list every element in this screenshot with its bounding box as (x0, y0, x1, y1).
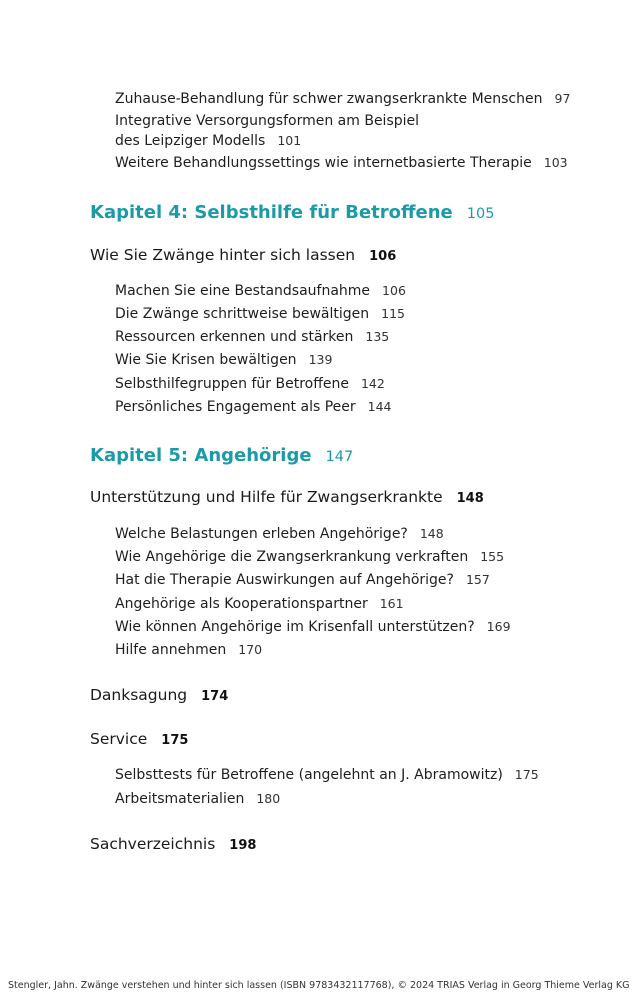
chapter-title: Kapitel 4: Selbsthilfe für Betroffene (90, 202, 453, 223)
toc-entry-title: Selbsthilfegruppen für Betroffene (115, 376, 349, 392)
toc-entry[interactable] (115, 615, 511, 639)
toc-entry-title: Zuhause-Behandlung für schwer zwangserkrankte Menschen (115, 91, 543, 107)
toc-entry-title: Machen Sie eine Bestandsaufnahme (115, 283, 371, 299)
toc-entry[interactable] (115, 348, 332, 372)
section-page: 198 (229, 838, 257, 853)
toc-entry-page: 148 (419, 526, 444, 541)
toc-entry[interactable] (115, 279, 406, 303)
toc-entry-title: Wie Sie Krisen bewältigen (115, 352, 297, 368)
toc-entry-continuation[interactable] (115, 129, 301, 153)
toc-entry-page: 170 (238, 642, 263, 657)
toc-entry[interactable] (115, 592, 404, 616)
toc-entry-page: 157 (465, 572, 490, 587)
section-title: Unterstützung und Hilfe für Zwangserkrankte (90, 488, 443, 506)
toc-entry[interactable] (115, 522, 444, 546)
toc-entry-title: Wie können Angehörige im Krisenfall unterstützen? (115, 619, 475, 635)
toc-entry-title: Persönliches Engagement als Peer (115, 399, 356, 415)
toc-entry-title: Welche Belastungen erleben Angehörige? (115, 526, 408, 542)
chapter-page: 105 (466, 206, 495, 222)
section-heading[interactable] (90, 488, 484, 506)
toc-entry-page: 97 (554, 91, 571, 106)
section-page: 148 (456, 491, 484, 506)
toc-entry[interactable] (115, 787, 280, 811)
toc-entry-page: 135 (365, 329, 390, 344)
toc-entry-title: Selbsttests für Betroffene (angelehnt an J. Abramowitz) (115, 767, 503, 783)
toc-entry[interactable] (115, 395, 392, 419)
toc-entry-page: 103 (543, 155, 568, 170)
toc-entry-title: Angehörige als Kooperationspartner (115, 596, 368, 612)
toc-entry-title: Hat die Therapie Auswirkungen auf Angehörige? (115, 572, 454, 588)
toc-entry-title: Hilfe annehmen (115, 642, 227, 658)
section-heading[interactable] (90, 246, 396, 264)
toc-entry-page: 175 (514, 767, 539, 782)
toc-entry[interactable] (115, 372, 385, 396)
chapter-title: Kapitel 5: Angehörige (90, 445, 312, 466)
toc-entry-page: 180 (256, 791, 281, 806)
toc-entry-title: Wie Angehörige die Zwangserkrankung verkraften (115, 549, 469, 565)
section-heading-danksagung[interactable] (90, 686, 228, 704)
toc-entry-page: 101 (277, 133, 302, 148)
toc-entry[interactable] (115, 302, 405, 326)
toc-entry[interactable] (115, 325, 389, 349)
toc-entry-page: 115 (381, 306, 406, 321)
toc-entry-page: 142 (360, 376, 385, 391)
toc-entry-page: 155 (480, 549, 505, 564)
toc-entry[interactable] (115, 568, 490, 592)
toc-entry-page: 169 (486, 619, 511, 634)
section-page: 174 (201, 689, 229, 704)
section-page: 106 (369, 249, 397, 264)
toc-entry[interactable] (115, 545, 504, 569)
chapter-page: 147 (325, 449, 354, 465)
section-title: Wie Sie Zwänge hinter sich lassen (90, 246, 356, 264)
toc-entry[interactable] (115, 763, 539, 787)
toc-entry-page: 139 (308, 352, 333, 367)
toc-entry-page: 144 (367, 399, 392, 414)
toc-entry[interactable] (115, 151, 568, 175)
section-title: Sachverzeichnis (90, 835, 216, 853)
toc-entry-title: Ressourcen erkennen und stärken (115, 329, 354, 345)
toc-entry-page: 106 (382, 283, 406, 298)
section-title: Danksagung (90, 686, 188, 704)
toc-entry-title: Die Zwänge schrittweise bewältigen (115, 306, 370, 322)
section-heading-service[interactable] (90, 730, 188, 748)
toc-entry[interactable] (115, 638, 262, 662)
toc-entry-page: 161 (379, 596, 404, 611)
toc-entry-title-line2: des Leipziger Modells (115, 133, 266, 149)
copyright-footer: Stengler, Jahn. Zwänge verstehen und hinter sich lassen (ISBN 9783432117768), © 2024 TRIAS Verlag in Georg Thieme Verlag KG (8, 980, 630, 991)
toc-entry[interactable] (115, 87, 570, 111)
section-heading-sachverzeichnis[interactable] (90, 835, 256, 853)
section-title: Service (90, 730, 148, 748)
toc-entry-title: Arbeitsmaterialien (115, 791, 245, 807)
toc-entry-title: Weitere Behandlungssettings wie internetbasierte Therapie (115, 155, 532, 171)
section-page: 175 (161, 733, 189, 748)
toc-entry-title-line1: Integrative Versorgungsformen am Beispiel (115, 113, 420, 129)
chapter-5-heading[interactable] (90, 445, 353, 466)
chapter-4-heading[interactable] (90, 202, 494, 223)
